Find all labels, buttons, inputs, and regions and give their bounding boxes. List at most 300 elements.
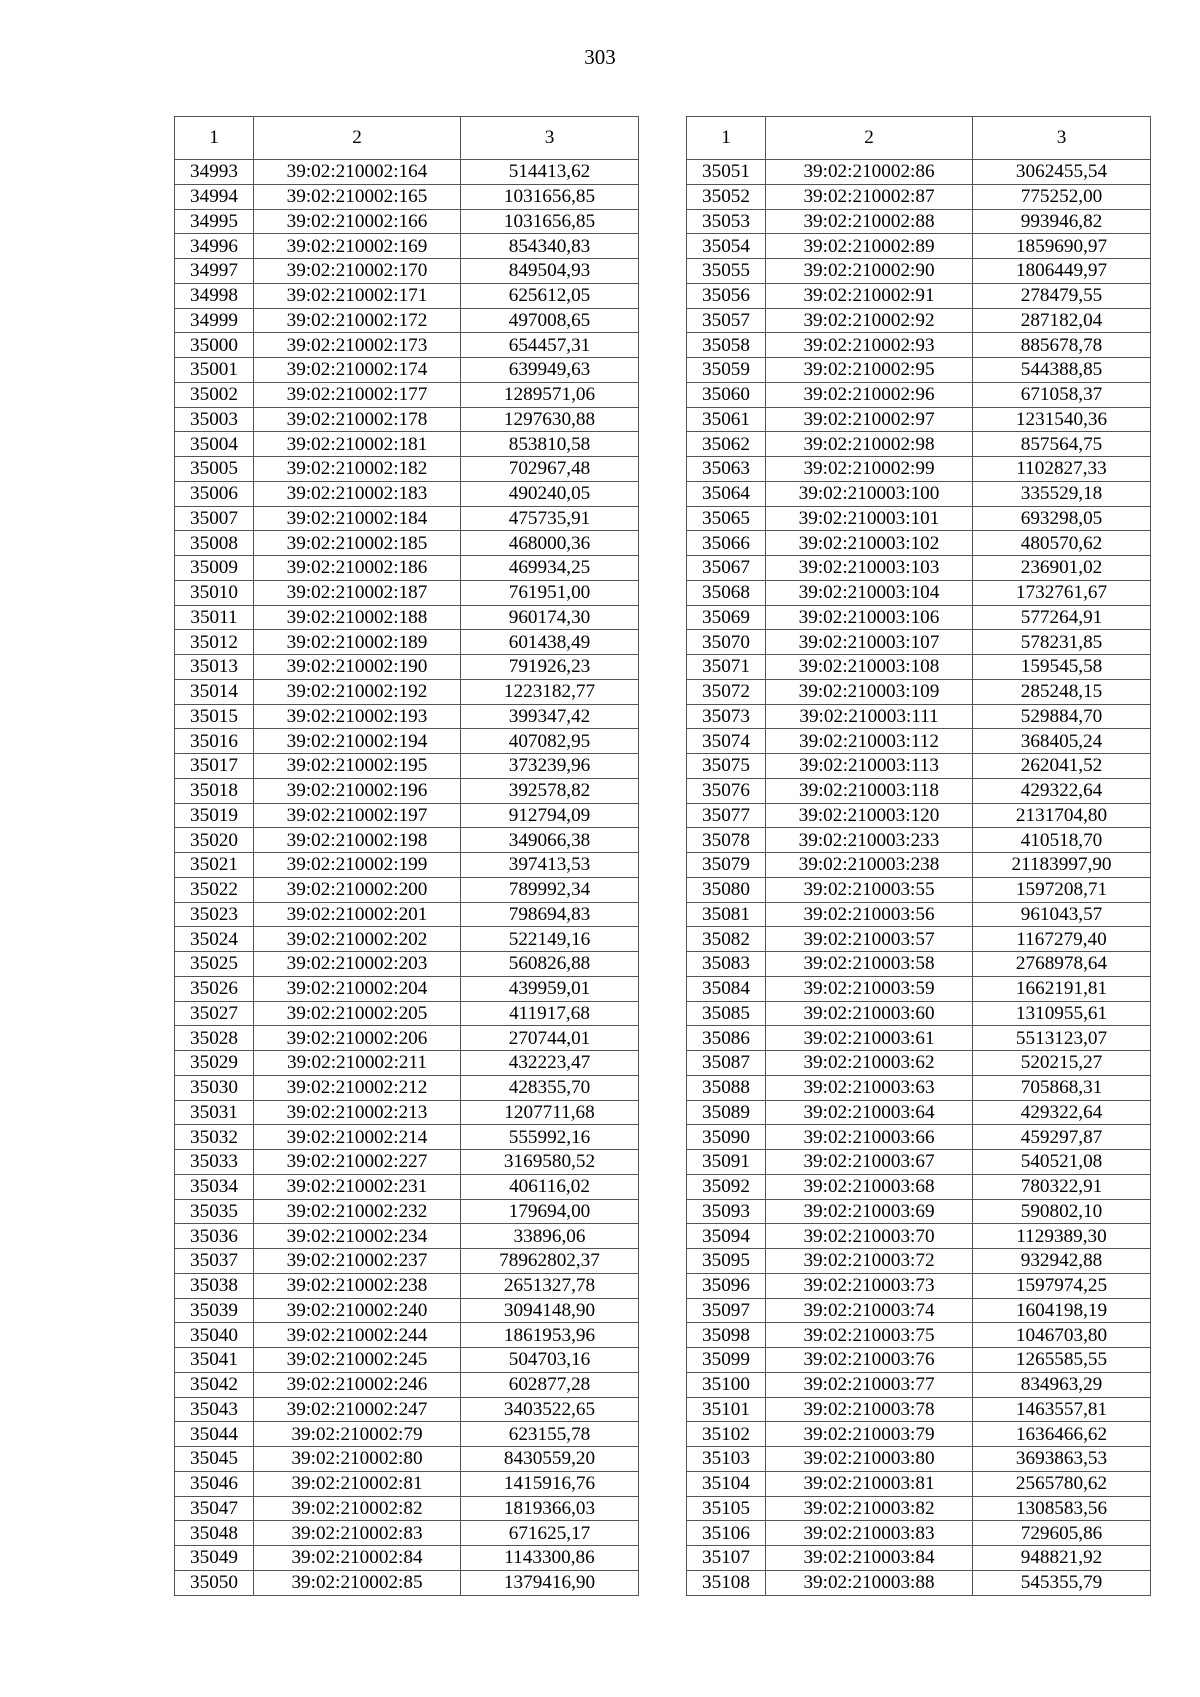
row-number-cell: 35092 [687,1174,766,1199]
cadastral-number-cell: 39:02:210002:90 [766,259,973,284]
cadastral-number-cell: 39:02:210003:57 [766,927,973,952]
row-number-cell: 35082 [687,927,766,952]
value-cell: 1597974,25 [973,1273,1151,1298]
value-cell: 236901,02 [973,556,1151,581]
value-cell: 1859690,97 [973,234,1151,259]
row-number-cell: 35037 [175,1249,254,1274]
value-cell: 1265585,55 [973,1348,1151,1373]
cadastral-number-cell: 39:02:210003:80 [766,1447,973,1472]
table-row [175,729,639,754]
row-number-cell: 35068 [687,580,766,605]
row-number-cell: 35076 [687,778,766,803]
row-number-cell: 35016 [175,729,254,754]
row-number-cell: 35022 [175,877,254,902]
table-row [175,234,639,259]
row-number-cell: 35066 [687,531,766,556]
table-row [687,184,1151,209]
cadastral-number-cell: 39:02:210003:107 [766,630,973,655]
row-number-cell: 35001 [175,358,254,383]
table-row [175,902,639,927]
row-number-cell: 34994 [175,184,254,209]
value-cell: 671625,17 [461,1521,639,1546]
value-cell: 373239,96 [461,754,639,779]
value-cell: 623155,78 [461,1422,639,1447]
cadastral-number-cell: 39:02:210002:197 [254,803,461,828]
cadastral-number-cell: 39:02:210002:84 [254,1546,461,1571]
value-cell: 1310955,61 [973,1001,1151,1026]
table-row [687,580,1151,605]
row-number-cell: 35031 [175,1100,254,1125]
value-cell: 1167279,40 [973,927,1151,952]
cadastral-number-cell: 39:02:210002:202 [254,927,461,952]
cadastral-number-cell: 39:02:210002:198 [254,828,461,853]
row-number-cell: 35057 [687,308,766,333]
value-cell: 1861953,96 [461,1323,639,1348]
cadastral-number-cell: 39:02:210003:102 [766,531,973,556]
row-number-cell: 35105 [687,1496,766,1521]
row-number-cell: 35028 [175,1026,254,1051]
table-row [175,1199,639,1224]
cadastral-number-cell: 39:02:210002:178 [254,407,461,432]
value-cell: 1636466,62 [973,1422,1151,1447]
table-row [175,1471,639,1496]
row-number-cell: 35042 [175,1372,254,1397]
row-number-cell: 35046 [175,1471,254,1496]
cadastral-number-cell: 39:02:210002:232 [254,1199,461,1224]
cadastral-number-cell: 39:02:210002:195 [254,754,461,779]
table-row [687,778,1151,803]
cadastral-number-cell: 39:02:210002:187 [254,580,461,605]
table-row [687,1273,1151,1298]
cadastral-number-cell: 39:02:210002:193 [254,704,461,729]
cadastral-number-cell: 39:02:210003:100 [766,481,973,506]
value-cell: 1662191,81 [973,976,1151,1001]
table-row [175,1348,639,1373]
row-number-cell: 35050 [175,1570,254,1595]
value-cell: 693298,05 [973,506,1151,531]
value-cell: 429322,64 [973,778,1151,803]
row-number-cell: 35023 [175,902,254,927]
table-row [687,1397,1151,1422]
table-row [175,1570,639,1595]
cadastral-number-cell: 39:02:210003:62 [766,1051,973,1076]
table-row [175,704,639,729]
row-number-cell: 34995 [175,209,254,234]
row-number-cell: 35081 [687,902,766,927]
table-row [687,531,1151,556]
row-number-cell: 35027 [175,1001,254,1026]
cadastral-number-cell: 39:02:210003:79 [766,1422,973,1447]
row-number-cell: 35033 [175,1150,254,1175]
row-number-cell: 35077 [687,803,766,828]
cadastral-number-cell: 39:02:210002:237 [254,1249,461,1274]
value-cell: 285248,15 [973,679,1151,704]
row-number-cell: 35058 [687,333,766,358]
value-cell: 349066,38 [461,828,639,853]
table-row [687,457,1151,482]
cadastral-number-cell: 39:02:210002:246 [254,1372,461,1397]
row-number-cell: 35067 [687,556,766,581]
row-number-cell: 35012 [175,630,254,655]
row-number-cell: 35090 [687,1125,766,1150]
table-row [175,630,639,655]
cadastral-number-cell: 39:02:210002:211 [254,1051,461,1076]
table-row [175,1174,639,1199]
value-cell: 270744,01 [461,1026,639,1051]
table-row [687,283,1151,308]
table-row [687,506,1151,531]
row-number-cell: 35040 [175,1323,254,1348]
value-cell: 397413,53 [461,853,639,878]
cadastral-number-cell: 39:02:210002:203 [254,952,461,977]
row-number-cell: 35095 [687,1249,766,1274]
page-number: 303 [584,45,616,69]
row-number-cell: 35043 [175,1397,254,1422]
table-row [175,1249,639,1274]
cadastral-number-cell: 39:02:210002:205 [254,1001,461,1026]
value-cell: 1415916,76 [461,1471,639,1496]
value-cell: 3094148,90 [461,1298,639,1323]
table-row [175,877,639,902]
row-number-cell: 35015 [175,704,254,729]
table-row [175,481,639,506]
column-header-1: 1 [687,117,766,160]
row-number-cell: 35101 [687,1397,766,1422]
row-number-cell: 35008 [175,531,254,556]
column-header-1: 1 [175,117,254,160]
cadastral-number-cell: 39:02:210002:231 [254,1174,461,1199]
cadastral-number-cell: 39:02:210003:73 [766,1273,973,1298]
value-cell: 544388,85 [973,358,1151,383]
row-number-cell: 35036 [175,1224,254,1249]
cadastral-number-cell: 39:02:210003:120 [766,803,973,828]
table-row [687,754,1151,779]
value-cell: 602877,28 [461,1372,639,1397]
cadastral-number-cell: 39:02:210002:166 [254,209,461,234]
row-number-cell: 35086 [687,1026,766,1051]
value-cell: 1102827,33 [973,457,1151,482]
table-row [687,556,1151,581]
row-number-cell: 35060 [687,382,766,407]
cadastral-number-cell: 39:02:210002:247 [254,1397,461,1422]
cadastral-number-cell: 39:02:210003:81 [766,1471,973,1496]
table-row [175,803,639,828]
table-row [687,358,1151,383]
cadastral-number-cell: 39:02:210003:74 [766,1298,973,1323]
table-row [175,754,639,779]
cadastral-number-cell: 39:02:210003:78 [766,1397,973,1422]
row-number-cell: 35071 [687,655,766,680]
table-row [175,283,639,308]
row-number-cell: 35078 [687,828,766,853]
value-cell: 2768978,64 [973,952,1151,977]
row-number-cell: 35052 [687,184,766,209]
row-number-cell: 35106 [687,1521,766,1546]
cadastral-number-cell: 39:02:210002:81 [254,1471,461,1496]
row-number-cell: 35079 [687,853,766,878]
row-number-cell: 35097 [687,1298,766,1323]
value-cell: 1806449,97 [973,259,1151,284]
cadastral-number-cell: 39:02:210002:213 [254,1100,461,1125]
row-number-cell: 35004 [175,432,254,457]
row-number-cell: 35020 [175,828,254,853]
table-row [687,1372,1151,1397]
cadastral-number-cell: 39:02:210002:201 [254,902,461,927]
value-cell: 791926,23 [461,655,639,680]
table-row [175,1051,639,1076]
row-number-cell: 35006 [175,481,254,506]
cadastral-number-cell: 39:02:210003:67 [766,1150,973,1175]
value-cell: 912794,09 [461,803,639,828]
cadastral-number-cell: 39:02:210002:240 [254,1298,461,1323]
row-number-cell: 35019 [175,803,254,828]
row-number-cell: 35047 [175,1496,254,1521]
value-cell: 21183997,90 [973,853,1151,878]
table-row [687,853,1151,878]
table-row [175,1546,639,1571]
table-row [175,927,639,952]
table-row [687,432,1151,457]
value-cell: 159545,58 [973,655,1151,680]
cadastral-number-cell: 39:02:210003:56 [766,902,973,927]
value-cell: 529884,70 [973,704,1151,729]
cadastral-number-cell: 39:02:210003:69 [766,1199,973,1224]
cadastral-number-cell: 39:02:210003:58 [766,952,973,977]
table-row [687,1546,1151,1571]
table-row [687,1298,1151,1323]
row-number-cell: 35053 [687,209,766,234]
value-cell: 960174,30 [461,605,639,630]
table-row [175,259,639,284]
value-cell: 1597208,71 [973,877,1151,902]
cadastral-number-cell: 39:02:210002:88 [766,209,973,234]
table-row [687,382,1151,407]
cadastral-number-cell: 39:02:210003:55 [766,877,973,902]
cadastral-number-cell: 39:02:210003:101 [766,506,973,531]
value-cell: 857564,75 [973,432,1151,457]
row-number-cell: 35026 [175,976,254,1001]
row-number-cell: 35080 [687,877,766,902]
value-cell: 522149,16 [461,927,639,952]
cadastral-number-cell: 39:02:210003:60 [766,1001,973,1026]
cadastral-number-cell: 39:02:210003:88 [766,1570,973,1595]
value-cell: 399347,42 [461,704,639,729]
row-number-cell: 35041 [175,1348,254,1373]
cadastral-number-cell: 39:02:210002:182 [254,457,461,482]
cadastral-number-cell: 39:02:210002:89 [766,234,973,259]
cadastral-number-cell: 39:02:210002:185 [254,531,461,556]
row-number-cell: 35059 [687,358,766,383]
cadastral-number-cell: 39:02:210003:70 [766,1224,973,1249]
value-cell: 853810,58 [461,432,639,457]
cadastral-number-cell: 39:02:210002:192 [254,679,461,704]
value-cell: 1231540,36 [973,407,1151,432]
table-row [175,160,639,185]
table-row [175,1075,639,1100]
row-number-cell: 35032 [175,1125,254,1150]
cadastral-number-cell: 39:02:210003:82 [766,1496,973,1521]
value-cell: 798694,83 [461,902,639,927]
cadastral-number-cell: 39:02:210003:83 [766,1521,973,1546]
right-table-body [687,160,1151,1596]
row-number-cell: 35062 [687,432,766,457]
table-row [175,952,639,977]
table-row [175,358,639,383]
column-header-3: 3 [461,117,639,160]
cadastral-number-cell: 39:02:210002:199 [254,853,461,878]
table-row [175,1496,639,1521]
cadastral-number-cell: 39:02:210003:118 [766,778,973,803]
cadastral-number-cell: 39:02:210002:165 [254,184,461,209]
row-number-cell: 35075 [687,754,766,779]
row-number-cell: 35000 [175,333,254,358]
value-cell: 789992,34 [461,877,639,902]
table-row [175,1323,639,1348]
value-cell: 654457,31 [461,333,639,358]
table-row [687,333,1151,358]
table-row [175,556,639,581]
row-number-cell: 35021 [175,853,254,878]
table-row [175,457,639,482]
row-number-cell: 35056 [687,283,766,308]
table-row [687,160,1151,185]
row-number-cell: 35051 [687,160,766,185]
table-row [687,1224,1151,1249]
value-cell: 545355,79 [973,1570,1151,1595]
row-number-cell: 35009 [175,556,254,581]
row-number-cell: 35030 [175,1075,254,1100]
value-cell: 1031656,85 [461,184,639,209]
value-cell: 849504,93 [461,259,639,284]
cadastral-number-cell: 39:02:210003:77 [766,1372,973,1397]
table-row [175,580,639,605]
table-row [175,308,639,333]
cadastral-number-cell: 39:02:210002:164 [254,160,461,185]
value-cell: 885678,78 [973,333,1151,358]
table-row [175,1447,639,1472]
cadastral-number-cell: 39:02:210002:174 [254,358,461,383]
cadastral-number-cell: 39:02:210003:112 [766,729,973,754]
cadastral-number-cell: 39:02:210002:206 [254,1026,461,1051]
value-cell: 1289571,06 [461,382,639,407]
value-cell: 514413,62 [461,160,639,185]
value-cell: 1297630,88 [461,407,639,432]
cadastral-number-cell: 39:02:210003:59 [766,976,973,1001]
table-row [687,1001,1151,1026]
cadastral-number-cell: 39:02:210002:214 [254,1125,461,1150]
row-number-cell: 35087 [687,1051,766,1076]
value-cell: 932942,88 [973,1249,1151,1274]
value-cell: 411917,68 [461,1001,639,1026]
right-table [686,116,1151,1596]
value-cell: 3403522,65 [461,1397,639,1422]
row-number-cell: 35107 [687,1546,766,1571]
row-number-cell: 35010 [175,580,254,605]
value-cell: 1143300,86 [461,1546,639,1571]
row-number-cell: 35002 [175,382,254,407]
row-number-cell: 35011 [175,605,254,630]
row-number-cell: 35064 [687,481,766,506]
value-cell: 1463557,81 [973,1397,1151,1422]
table-row [175,1125,639,1150]
row-number-cell: 34993 [175,160,254,185]
table-row [175,1026,639,1051]
cadastral-number-cell: 39:02:210002:194 [254,729,461,754]
cadastral-number-cell: 39:02:210002:99 [766,457,973,482]
cadastral-number-cell: 39:02:210002:200 [254,877,461,902]
value-cell: 1819366,03 [461,1496,639,1521]
cadastral-number-cell: 39:02:210003:111 [766,704,973,729]
cadastral-number-cell: 39:02:210002:98 [766,432,973,457]
value-cell: 560826,88 [461,952,639,977]
value-cell: 590802,10 [973,1199,1151,1224]
value-cell: 287182,04 [973,308,1151,333]
row-number-cell: 35069 [687,605,766,630]
value-cell: 1207711,68 [461,1100,639,1125]
table-row [175,679,639,704]
value-cell: 1046703,80 [973,1323,1151,1348]
value-cell: 8430559,20 [461,1447,639,1472]
table-row [687,1447,1151,1472]
value-cell: 262041,52 [973,754,1151,779]
value-cell: 278479,55 [973,283,1151,308]
cadastral-number-cell: 39:02:210003:109 [766,679,973,704]
value-cell: 639949,63 [461,358,639,383]
row-number-cell: 35018 [175,778,254,803]
cadastral-number-cell: 39:02:210002:92 [766,308,973,333]
cadastral-number-cell: 39:02:210002:188 [254,605,461,630]
table-row [687,1100,1151,1125]
table-row [687,1348,1151,1373]
row-number-cell: 35103 [687,1447,766,1472]
value-cell: 1732761,67 [973,580,1151,605]
row-number-cell: 35102 [687,1422,766,1447]
value-cell: 1604198,19 [973,1298,1151,1323]
left-table [174,116,639,1596]
value-cell: 490240,05 [461,481,639,506]
cadastral-number-cell: 39:02:210003:63 [766,1075,973,1100]
cadastral-number-cell: 39:02:210003:76 [766,1348,973,1373]
cadastral-number-cell: 39:02:210002:169 [254,234,461,259]
cadastral-number-cell: 39:02:210002:190 [254,655,461,680]
cadastral-number-cell: 39:02:210002:93 [766,333,973,358]
left-table-body [175,160,639,1596]
value-cell: 406116,02 [461,1174,639,1199]
row-number-cell: 35025 [175,952,254,977]
table-row [175,605,639,630]
table-row [175,1150,639,1175]
row-number-cell: 35048 [175,1521,254,1546]
table-row [175,531,639,556]
table-row [175,1224,639,1249]
table-row [175,655,639,680]
row-number-cell: 35044 [175,1422,254,1447]
value-cell: 480570,62 [973,531,1151,556]
table-row [687,1471,1151,1496]
cadastral-number-cell: 39:02:210003:106 [766,605,973,630]
table-row [687,1570,1151,1595]
value-cell: 578231,85 [973,630,1151,655]
table-row [175,209,639,234]
cadastral-number-cell: 39:02:210002:83 [254,1521,461,1546]
row-number-cell: 35098 [687,1323,766,1348]
table-row [687,234,1151,259]
table-row [687,1075,1151,1100]
row-number-cell: 35084 [687,976,766,1001]
value-cell: 540521,08 [973,1150,1151,1175]
row-number-cell: 35074 [687,729,766,754]
table-row [175,1372,639,1397]
